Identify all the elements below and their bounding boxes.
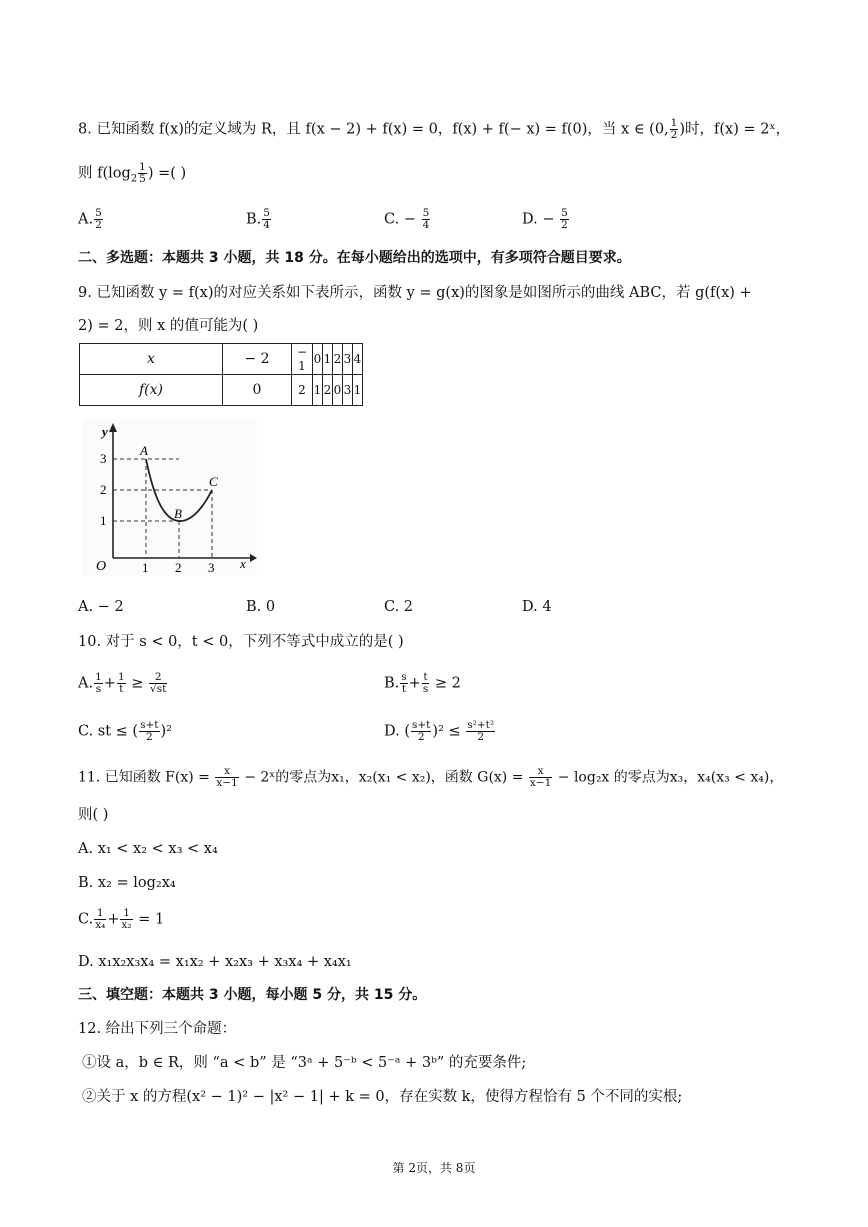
table-row bbox=[80, 344, 363, 375]
q10-option-b: B. $\frac{s}{t}$ + $\frac{t}{s}$ ≥ 2 bbox=[384, 671, 461, 695]
q11-option-d: D. x₁x₂x₃x₄ = x₁x₂ + x₂x₃ + x₃x₄ + x₄x₁ bbox=[78, 954, 352, 970]
q8-option-d: D. − $\frac{5}{2}$ bbox=[522, 207, 568, 231]
y-tick-label: 1 bbox=[100, 513, 107, 528]
q10-option-d: D. ( $\frac{s+t}{2}$ )² ≤ $\frac{\text{s²+t²}}{2}$ bbox=[384, 719, 495, 743]
q11-option-a: A. x₁ < x₂ < x₃ < x₄ bbox=[78, 841, 218, 857]
graph-background bbox=[82, 418, 257, 576]
q11-stem-line2: 则( ) bbox=[78, 807, 109, 823]
table-cell: 2 bbox=[333, 344, 343, 375]
q11-option-c: C. $\frac{1}{\text{x₄}}$ + $\frac{1}{\text{x₂}}$ = 1 bbox=[78, 907, 165, 931]
table-cell: 2 bbox=[323, 375, 333, 406]
q10-stem: 10. 对于 s < 0，t < 0，下列不等式中成立的是( ) bbox=[78, 634, 404, 650]
y-tick-label: 2 bbox=[100, 482, 107, 497]
q9-option-c: C. 2 bbox=[384, 599, 414, 615]
table-cell: 2 bbox=[292, 375, 313, 406]
table-cell: − 2 bbox=[223, 344, 292, 375]
q8-stem-line2: 则 $f(\log_2$ $\frac{1}{5}$ ) =( ) bbox=[78, 161, 187, 185]
point-label-c: C bbox=[209, 474, 218, 489]
q12-stem: 12. 给出下列三个命题： bbox=[78, 1021, 237, 1037]
q10-option-a: A. $\frac{1}{s}$ + $\frac{1}{t}$ ≥ $\frac{2}{√st}$ bbox=[78, 671, 167, 695]
section-heading-fill-in: 三、填空题：本题共 3 小题，每小题 5 分，共 15 分。 bbox=[78, 987, 427, 1003]
y-axis-label: y bbox=[102, 424, 108, 439]
table-cell: 4 bbox=[353, 344, 363, 375]
point-label-b: B bbox=[174, 506, 182, 521]
table-cell: 0 bbox=[223, 375, 292, 406]
table-cell: 3 bbox=[343, 375, 353, 406]
table-cell: 3 bbox=[343, 344, 353, 375]
x-axis-label: x bbox=[240, 556, 246, 571]
y-tick-label: 3 bbox=[100, 451, 107, 466]
q9-stem-line1: 9. 已知函数 y = f(x)的对应关系如下表所示，函数 y = g(x)的图象是如图所示的曲线 ABC，若 g(f(x) + bbox=[78, 285, 752, 301]
q9-option-a: A. − 2 bbox=[78, 599, 124, 615]
x-tick-label: 2 bbox=[175, 560, 182, 575]
table-cell: f(x) bbox=[80, 375, 223, 406]
q12-item-2: ②关于 x 的方程(x² − 1)² − |x² − 1| + k = 0，存在实数 k，使得方程恰有 5 个不同的实根; bbox=[82, 1089, 683, 1105]
point-label-a: A bbox=[140, 443, 148, 458]
q8-stem-line1: 8. 已知函数 f(x)的定义域为 R，且 f(x − 2) + f(x) = 0，f(x) + f(− x) = f(0)，当 x ∈ (0, $\frac{1}{2}$ )时，f(x) = 2ˣ， bbox=[78, 117, 791, 141]
q9-stem-line2: 2) = 2，则 x 的值可能为( ) bbox=[78, 318, 259, 334]
q8-option-a: A. $\frac{5}{2}$ bbox=[78, 207, 102, 231]
q12-item-1: ①设 a，b ∈ R，则 “a < b” 是 “3ᵃ + 5⁻ᵇ < 5⁻ᵃ + 3ᵇ” 的充要条件; bbox=[82, 1055, 527, 1071]
q8-option-c: C. − $\frac{5}{4}$ bbox=[384, 207, 430, 231]
function-graph bbox=[82, 418, 257, 576]
table-cell: 1 bbox=[313, 375, 323, 406]
q11-stem-line1: 11. 已知函数 F(x) = $\frac{x}{x-1}$ − 2ˣ的零点为x₁，x₂(x₁ < x₂)，函数 G(x) = $\frac{x}{x-1}$ − log₂x 的零点为x₃，x₄(x₃ < x₄)， bbox=[78, 765, 784, 789]
page-footer: 第 2页，共 8页 bbox=[392, 1161, 476, 1175]
x-tick-label: 3 bbox=[208, 560, 215, 575]
x-tick-label: 1 bbox=[142, 560, 149, 575]
q10-option-c: C. st ≤ ( $\frac{s+t}{2}$ )² bbox=[78, 719, 172, 743]
q8-option-b: B. $\frac{5}{4}$ bbox=[246, 207, 270, 231]
q9-option-d: D. 4 bbox=[522, 599, 552, 615]
table-cell: 0 bbox=[333, 375, 343, 406]
table-cell: 1 bbox=[353, 375, 363, 406]
origin-label: O bbox=[96, 559, 107, 574]
table-row bbox=[80, 375, 363, 406]
q9-option-b: B. 0 bbox=[246, 599, 276, 615]
q11-option-b: B. x₂ = log₂x₄ bbox=[78, 875, 176, 891]
section-heading-multiple-choice: 二、多选题：本题共 3 小题，共 18 分。在每小题给出的选项中，有多项符合题目要求。 bbox=[78, 250, 631, 266]
table-cell: x bbox=[80, 344, 223, 375]
function-table bbox=[79, 343, 363, 406]
table-cell: 0 bbox=[313, 344, 323, 375]
table-cell: − 1 bbox=[292, 344, 313, 375]
table-cell: 1 bbox=[323, 344, 333, 375]
